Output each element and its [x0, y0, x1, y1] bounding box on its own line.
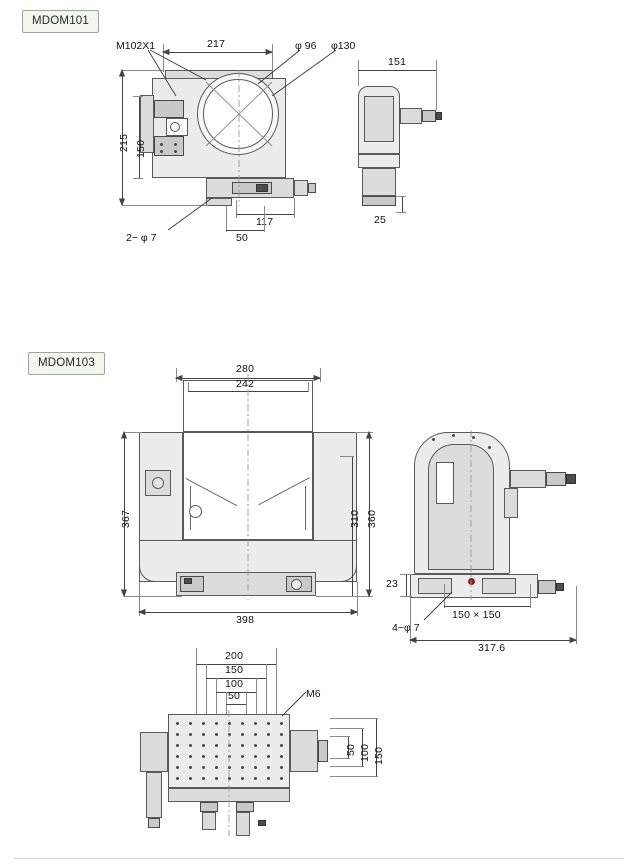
- m103t-hole: [189, 744, 192, 747]
- m101-left-pivot-circle: [170, 122, 180, 132]
- m101-callout-m102x1: M102X1: [116, 40, 156, 52]
- m101s-ext-25-top: [396, 196, 406, 197]
- m103t-ext-50-right: [246, 692, 247, 714]
- m103t-ext-150-left: [206, 664, 207, 714]
- m103t-hole: [241, 766, 244, 769]
- m101-left-block-upper: [154, 100, 184, 118]
- m101-dimline-50: [226, 230, 264, 231]
- m103-ext-360-top: [355, 432, 373, 433]
- m103-ext-367-bottom: [124, 596, 182, 597]
- m103-dim-242: 242: [236, 378, 255, 390]
- m103t-foot-a-leg: [202, 812, 216, 830]
- m103t-hole: [241, 722, 244, 725]
- m103t-dim-100v: 100: [359, 743, 371, 762]
- m103t-hole: [267, 744, 270, 747]
- m103s-center-marker: [468, 578, 475, 585]
- m103t-hole: [254, 755, 257, 758]
- m101s-arm: [400, 108, 422, 124]
- m101-dim-117: 117: [256, 216, 274, 228]
- m101-ext-215-bottom: [122, 205, 208, 206]
- m103t-hole: [215, 755, 218, 758]
- m101-left-block-lower: [154, 136, 184, 156]
- m103-dim-310: 310: [349, 509, 361, 528]
- m103t-hole: [228, 777, 231, 780]
- m103t-ext-50v-top: [330, 736, 350, 737]
- section-label-mdom101: MDOM101: [22, 10, 99, 33]
- m103s-base-block-right: [482, 578, 516, 594]
- m101-dimline-117: [236, 214, 294, 215]
- m103t-dim-100: 100: [225, 678, 244, 690]
- m103-dim-367: 367: [120, 509, 132, 528]
- m103t-dim-50: 50: [228, 690, 241, 702]
- m101-foot-left: [206, 198, 232, 206]
- m101s-dimline-151: [358, 70, 436, 71]
- m103t-hole: [202, 755, 205, 758]
- m103s-actuator-column: [504, 488, 518, 518]
- m103t-hole: [189, 777, 192, 780]
- m101s-ext-151-right: [436, 60, 437, 110]
- m103t-left-foot: [148, 818, 160, 828]
- m103t-hole: [176, 744, 179, 747]
- m103t-ext-150-right: [266, 664, 267, 714]
- m101-ext-117-right: [294, 198, 295, 218]
- m103t-hole: [241, 744, 244, 747]
- m103-ext-360-bottom: [316, 596, 373, 597]
- m103t-ext-100v-top: [330, 728, 364, 729]
- m101-ext-215-top: [122, 70, 164, 71]
- m103t-hole: [189, 733, 192, 736]
- m103-ext-367-top: [124, 432, 142, 433]
- m103t-dim-150v: 150: [373, 746, 385, 765]
- m103t-foot-b: [236, 802, 254, 812]
- m101-dim-150: 150: [135, 139, 147, 158]
- m101-ext-50-left: [226, 206, 227, 232]
- m103s-base-block-left: [418, 578, 452, 594]
- footer-divider: [14, 858, 624, 859]
- m103t-hole: [215, 722, 218, 725]
- m101-callout-2phi7: 2− φ 7: [126, 232, 157, 244]
- m103t-ext-100v-bottom: [330, 766, 364, 767]
- m101-callout-phi96: φ 96: [295, 40, 317, 52]
- m103s-actuator-body: [510, 470, 546, 488]
- m103t-foot-a: [200, 802, 218, 812]
- m101-ext-150-bottom: [133, 178, 143, 179]
- m103s-ext-150grid-left: [444, 584, 445, 608]
- m103t-hole: [267, 766, 270, 769]
- m103t-hole: [228, 722, 231, 725]
- m103s-bolt-3: [472, 436, 475, 439]
- m103t-hole: [189, 722, 192, 725]
- m101-dimline-217: [163, 52, 272, 53]
- m103t-right-knob: [318, 740, 328, 762]
- m101-ext-150-top: [133, 96, 143, 97]
- m103t-hole: [176, 733, 179, 736]
- m103t-dim-200: 200: [225, 650, 244, 662]
- m103t-hole: [215, 766, 218, 769]
- m103t-ext-100-left: [216, 678, 217, 714]
- m101-ext-217-right: [272, 44, 273, 72]
- m103t-hole: [280, 777, 283, 780]
- m103t-ext-200-left: [196, 648, 197, 714]
- m103t-hole: [241, 733, 244, 736]
- m103s-dim-150x150: 150 × 150: [452, 609, 501, 621]
- m103s-side-knob-tip: [556, 583, 564, 591]
- m101-callout-phi130: φ130: [331, 40, 356, 52]
- m103s-window: [436, 462, 454, 504]
- m103-left-pad-hole: [152, 477, 164, 489]
- m103t-left-block: [140, 732, 168, 772]
- m103-dim-398: 398: [236, 614, 255, 626]
- m103t-ext-200-right: [276, 648, 277, 714]
- m101s-ext-25-bottom: [396, 212, 406, 213]
- m103t-ext-100-right: [256, 678, 257, 714]
- m101-hole-dot-d: [174, 150, 177, 153]
- m103t-hole: [280, 722, 283, 725]
- m103-base-dark-detail: [184, 578, 192, 584]
- m103t-hole: [228, 755, 231, 758]
- m103s-side-knob: [538, 580, 556, 594]
- m103t-hole: [228, 766, 231, 769]
- m101-motor-shaft-dark: [256, 184, 268, 192]
- m101s-tower-inner: [364, 96, 394, 142]
- m103-ext-310-top: [340, 456, 354, 457]
- m103s-dimline-3176: [410, 640, 576, 641]
- m103t-hole: [202, 722, 205, 725]
- m101s-arm-end: [422, 110, 436, 122]
- m103t-hole: [267, 755, 270, 758]
- m103t-hole: [280, 755, 283, 758]
- m103t-hole: [189, 766, 192, 769]
- m103t-hole: [254, 744, 257, 747]
- m103s-dim-23: 23: [386, 578, 399, 590]
- m103t-dim-50v: 50: [345, 743, 357, 756]
- m103s-actuator-mid: [546, 472, 566, 486]
- m103t-hole: [254, 777, 257, 780]
- section-label-mdom103: MDOM103: [28, 352, 105, 375]
- m103t-ext-50v-bottom: [330, 758, 350, 759]
- m103-trough-walls: [190, 486, 306, 530]
- m103t-ext-50-left: [226, 692, 227, 714]
- m103t-hole: [202, 733, 205, 736]
- m103t-hole: [267, 733, 270, 736]
- m103-dim-360: 360: [366, 509, 378, 528]
- m103t-hole: [215, 733, 218, 736]
- m103-ext-242-right: [308, 382, 309, 392]
- m103-ext-280-left: [176, 368, 177, 382]
- m103s-bolt-2: [452, 434, 455, 437]
- m103t-hole: [241, 777, 244, 780]
- m103t-hole: [254, 722, 257, 725]
- m103s-dimline-23: [406, 574, 407, 596]
- m101s-dim-151: 151: [388, 56, 407, 68]
- m103-base-block-right-hole: [291, 579, 302, 590]
- m103t-foot-b-leg: [236, 812, 250, 836]
- m103s-dim-3176: 317.6: [478, 642, 506, 654]
- m103t-ext-150v-bottom: [330, 776, 378, 777]
- m101s-foot: [362, 196, 396, 206]
- m103t-callout-m6: M6: [306, 688, 321, 700]
- m103-ext-280-right: [320, 368, 321, 382]
- m103t-ext-150v-top: [330, 718, 378, 719]
- m103t-hole: [241, 755, 244, 758]
- m103t-hole: [280, 733, 283, 736]
- m101-actuator-block: [294, 180, 308, 196]
- m103-trough-hole-left: [189, 505, 202, 518]
- m103t-hole: [215, 744, 218, 747]
- m103t-hole: [176, 755, 179, 758]
- m101-hole-dot-a: [160, 143, 163, 146]
- m103t-hole: [202, 777, 205, 780]
- m103t-hole: [267, 777, 270, 780]
- m101-ext-117-left: [236, 200, 237, 218]
- m101-ext-217-left: [163, 44, 164, 72]
- m101-ext-50-right: [264, 206, 265, 232]
- m103s-callout-4phi7: 4−φ 7: [392, 622, 420, 634]
- m101s-arm-tip-dark: [436, 112, 442, 120]
- m103t-hole: [176, 777, 179, 780]
- m101s-dimline-25: [402, 196, 403, 212]
- m101-dim-217: 217: [207, 38, 226, 50]
- m103-ext-398-left: [139, 582, 140, 616]
- m103t-hole: [176, 766, 179, 769]
- m101-dim-50: 50: [236, 232, 249, 244]
- m103s-ext-23-bottom: [400, 596, 412, 597]
- m103t-hole: [215, 777, 218, 780]
- m101s-dim-25: 25: [374, 214, 387, 226]
- m103s-ext-3176-right: [576, 586, 577, 644]
- m103-dim-280: 280: [236, 363, 255, 375]
- m103s-ext-3176-left: [410, 598, 411, 644]
- m101-hole-dot-b: [174, 143, 177, 146]
- m101-actuator-knob: [308, 183, 316, 193]
- m103t-bottom-strip: [168, 788, 290, 802]
- m103t-hole: [267, 722, 270, 725]
- m101s-ext-151-left: [358, 60, 359, 86]
- m103t-hole: [202, 766, 205, 769]
- m103t-right-block: [290, 730, 318, 772]
- m101-bore-inner-96: [203, 79, 273, 149]
- m101s-pedestal: [362, 168, 396, 196]
- m103t-hole: [189, 755, 192, 758]
- m103t-dark-detail: [258, 820, 266, 826]
- m103s-actuator-tip: [566, 474, 576, 484]
- m103-ext-398-right: [357, 582, 358, 616]
- m103t-hole: [280, 744, 283, 747]
- m103-dimline-398: [139, 612, 357, 613]
- m103s-ext-23-top: [400, 574, 412, 575]
- m103t-dim-150: 150: [225, 664, 244, 676]
- m103t-hole: [228, 733, 231, 736]
- m103t-hole: [280, 766, 283, 769]
- m101-hole-dot-c: [160, 150, 163, 153]
- m103t-left-leg: [146, 772, 162, 818]
- m103t-hole: [176, 722, 179, 725]
- m101-dimline-150: [139, 96, 140, 178]
- m103t-hole: [228, 744, 231, 747]
- m103s-bolt-4: [488, 446, 491, 449]
- m103t-hole: [202, 744, 205, 747]
- m103t-hole: [254, 733, 257, 736]
- m103s-ext-150grid-right: [530, 584, 531, 608]
- m101-dim-215: 215: [118, 133, 130, 152]
- m101s-base-plate: [358, 154, 400, 168]
- m103t-dimline-50: [226, 704, 246, 705]
- m103t-hole: [254, 766, 257, 769]
- m103-dimline-242: [188, 391, 308, 392]
- m103s-dimline-150grid: [444, 606, 530, 607]
- m103s-bolt-1: [432, 438, 435, 441]
